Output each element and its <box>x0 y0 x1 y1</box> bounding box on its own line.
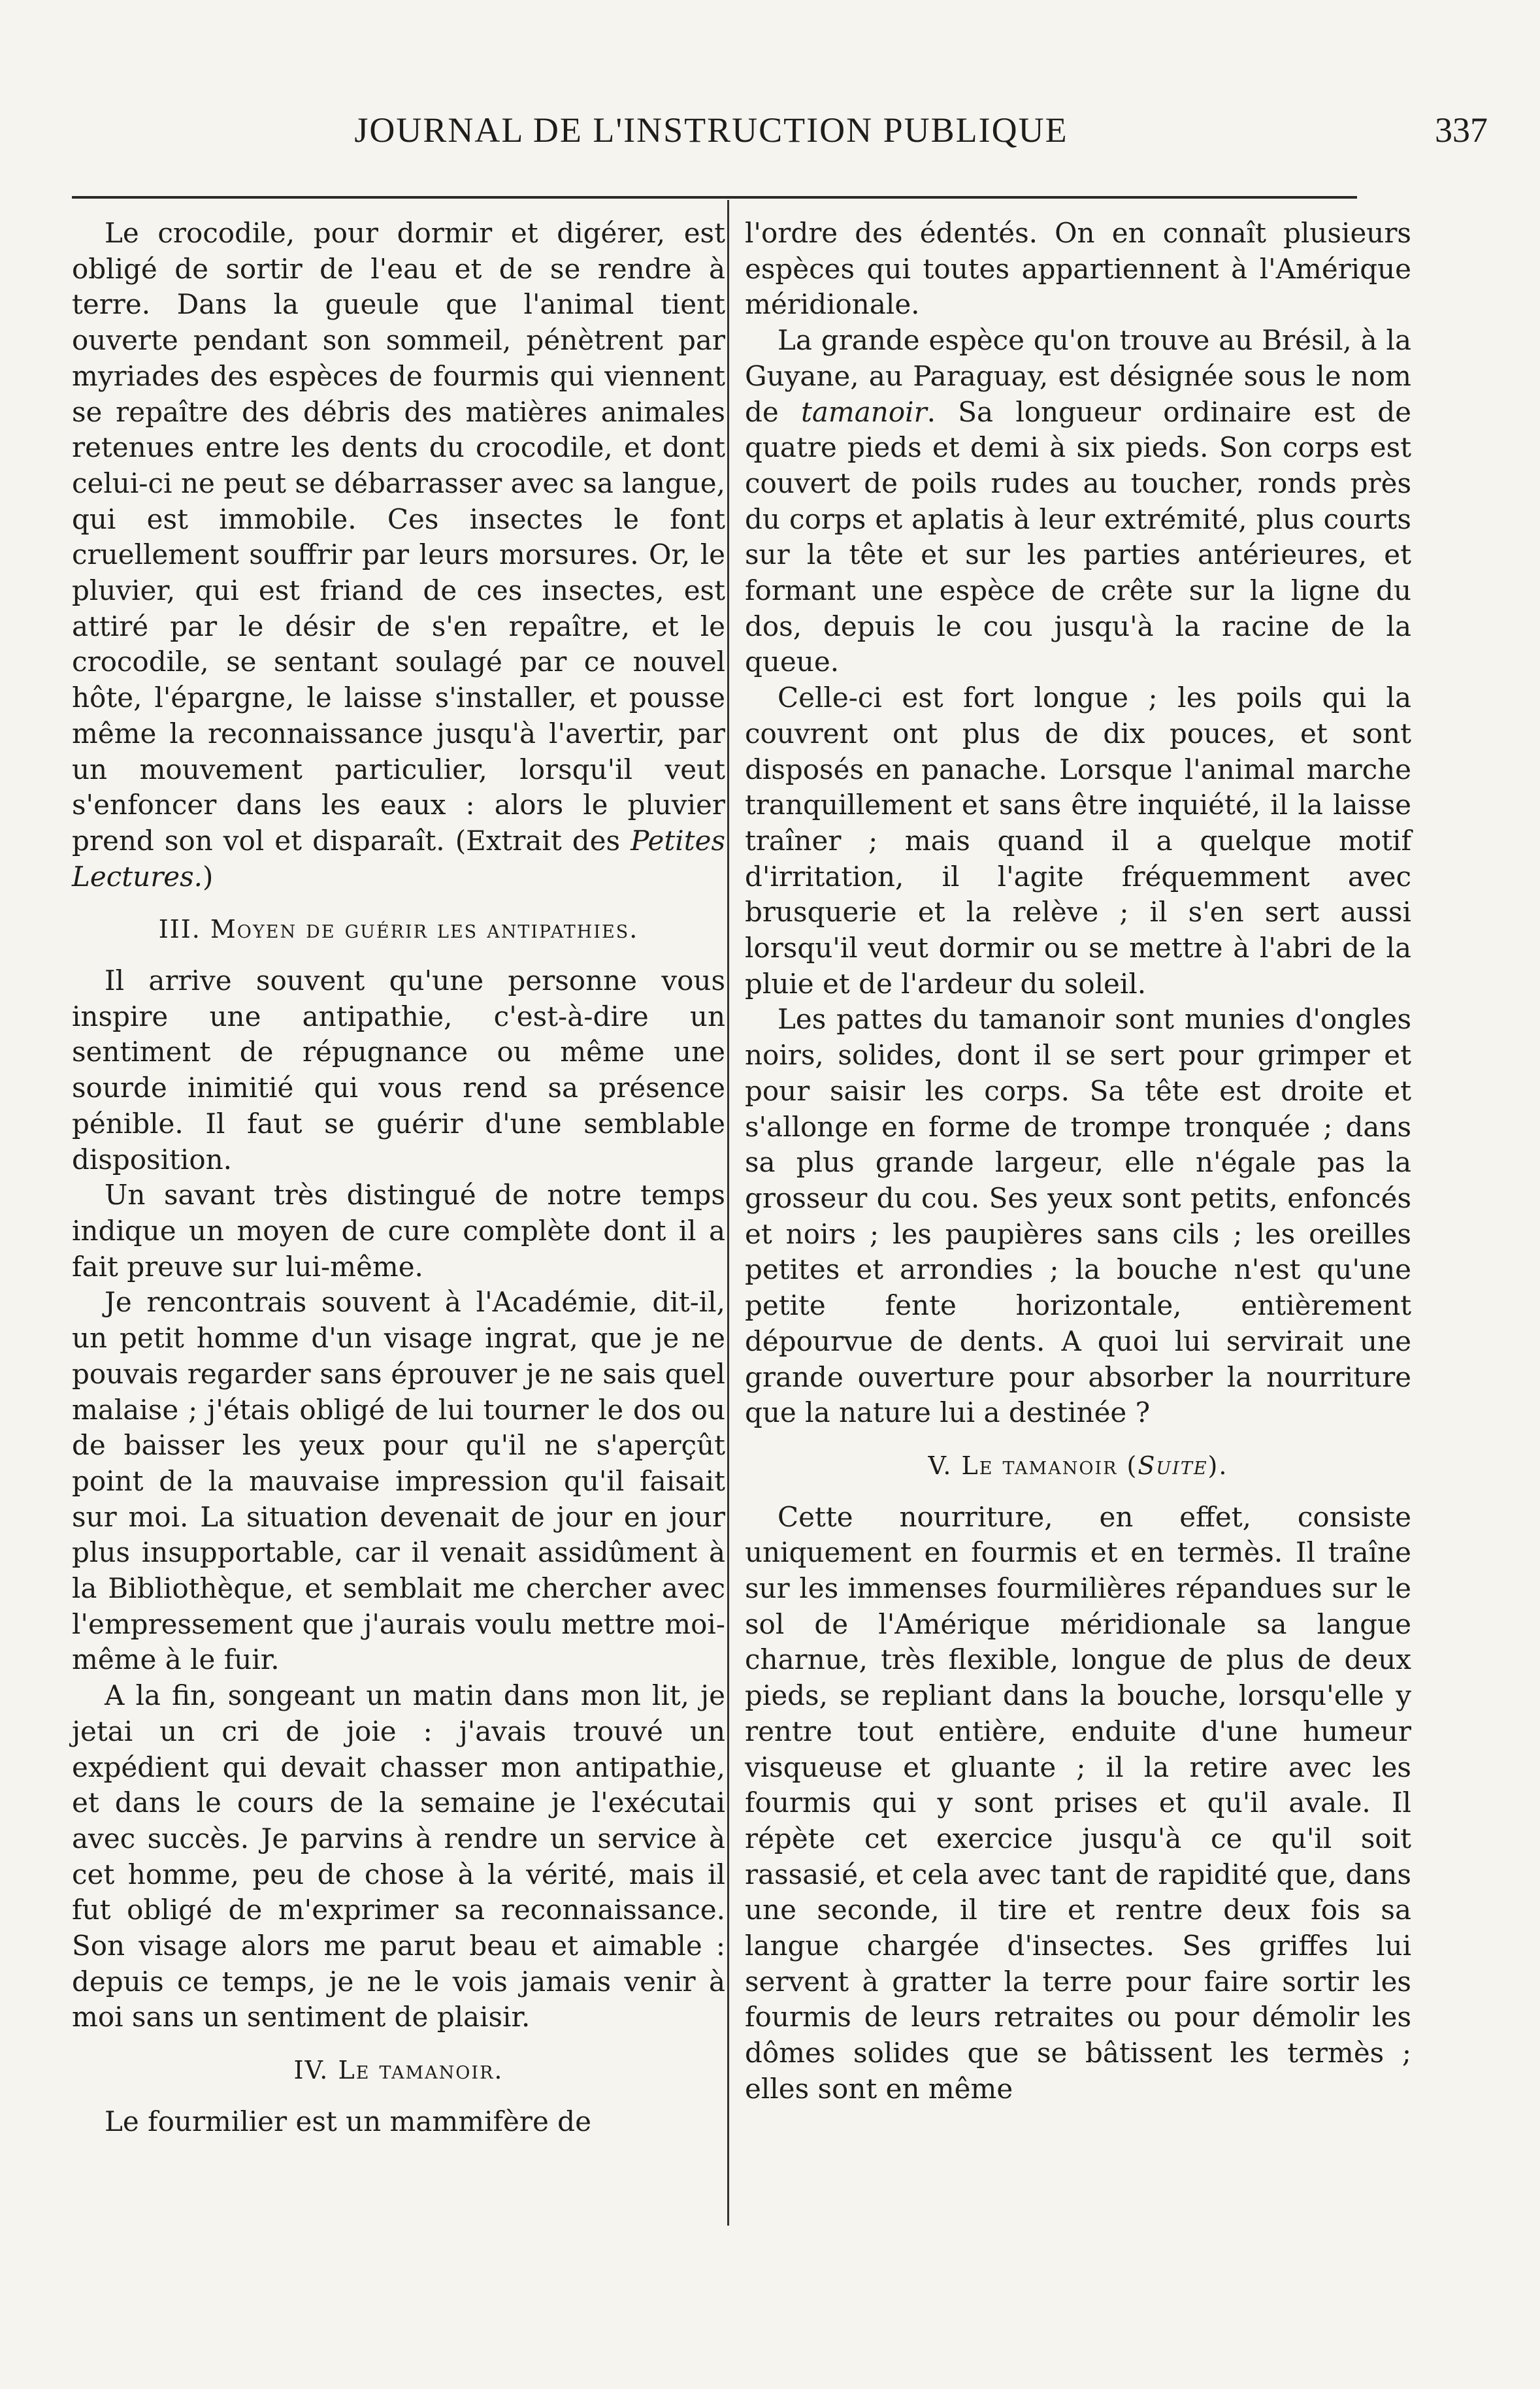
column-separator <box>727 200 729 2226</box>
left-column <box>72 216 725 2140</box>
page-number: 337 <box>1435 110 1488 150</box>
paragraph-pattes: Les pattes du tamanoir sont munies d'ongles noirs, solides, dont il se sert pour grimper et pour saisir les corps. Sa tête est droite et s'allonge en forme de trompe tronquée ; dans sa plus grande largeur, elle n'égale pas la grosseur du cou. Ses yeux sont petits, enfoncés et noirs ; les paupières sans cils ; les oreilles petites et arrondies ; la bouche n'est qu'une petite fente horizontale, entièrement dépourvue de dents. A quoi lui servirait une grande ouverture pour absorber la nourriture que la nature lui a destinée ? <box>745 1003 1411 1429</box>
section-heading-tamanoir: IV. Le tamanoir. <box>293 2056 504 2085</box>
term-tamanoir: tamanoir <box>801 395 927 428</box>
header-rule <box>72 196 1357 199</box>
paragraph-expedient: A la fin, songeant un matin dans mon lit, je jetai un cri de joie : j'avais trouvé un expédient qui devait chasser mon antipathie, et dans le cours de la semaine je l'exécutai avec succès. Je parvins à rendre un service à cet homme, peu de chose à la vérité, mais il fut obligé de m'exprimer sa reconnaissance. Son visage alors me parut beau et aimable : depuis ce temps, je ne le vois jamais venir à moi sans un sentiment de plaisir. <box>72 1679 725 2034</box>
right-column <box>745 216 1411 2107</box>
paragraph-nourriture: Cette nourriture, en effet, consiste uniquement en fourmis et en termès. Il traîne sur les immenses fourmilières répandues sur le sol de l'Amérique méridionale sa langue charnue, très flexible, longue de plus de deux pieds, se repliant dans la bouche, lorsqu'elle y rentre tout entière, enduite d'une humeur visqueuse et gluante ; il la retire avec les fourmis qui y sont prises et qu'il avale. Il répète cet exercice jusqu'à ce qu'il soit rassasié, et cela avec tant de rapidité que, dans une seconde, il tire et rentre deux fois sa langue chargée d'insectes. Ses griffes lui servent à gratter la terre pour faire sortir les fourmis de leurs retraites ou pour démolir les dômes solides que se bâtissent les termès ; elles sont en même <box>745 1500 1411 2105</box>
paragraph-antipathy-intro: Il arrive souvent qu'une personne vous inspire une antipathie, c'est-à-dire un sentiment de répugnance ou même une sourde inimitié qui vous rend sa présence pénible. Il faut se guérir d'une semblable disposition. <box>72 964 725 1176</box>
paragraph-crocodile: Le crocodile, pour dormir et digérer, est obligé de sortir de l'eau et de se rendre à terre. Dans la gueule que l'animal tient ouverte pendant son sommeil, pénètrent par myriades des espèces de fourmis qui viennent se repaître des débris des matières animales retenues entre les dents du crocodile, et dont celui-ci ne peut se débarrasser avec sa langue, qui est immobile. Ces insectes le font cruellement souffrir par leurs morsures. Or, le pluvier, qui est friand de ces insectes, est attiré par le désir de s'en repaître, et le crocodile, se sentant soulagé par ce nouvel hôte, l'épargne, le laisse s'installer, et pousse même la reconnaissance jusqu'à l'avertir, par un mouvement particulier, lorsqu'il veut s'enfoncer dans les eaux : alors le pluvier prend son vol et disparaît. (Extrait des Petites Lectures.) <box>72 217 725 893</box>
source-title: Petites Lectures. <box>72 824 725 893</box>
running-title: JOURNAL DE L'INSTRUCTION PUBLIQUE <box>354 110 1068 150</box>
paragraph-academie: Je rencontrais souvent à l'Académie, dit-il, un petit homme d'un visage ingrat, que je ne pouvais regarder sans éprouver je ne sais quel malaise ; j'étais obligé de lui tourner le dos ou de baisser les yeux pour qu'il ne s'aperçût point de la mauvaise impression qu'il faisait sur moi. La situation devenait de jour en jour plus insupportable, car il venait assidûment à la Bibliothèque, et semblait me chercher avec l'empressement que j'aurais voulu mettre moi-même à le fuir. <box>72 1286 725 1676</box>
section-heading-antipathies: III. Moyen de guérir les antipathies. <box>158 915 639 944</box>
paragraph-savant: Un savant très distingué de notre temps indique un moyen de cure complète dont il a fait preuve sur lui-même. <box>72 1179 725 1283</box>
paragraph-grande-espece: La grande espèce qu'on trouve au Brésil, à la Guyane, au Paraguay, est désignée sous le nom de tamanoir. Sa longueur ordinaire est de quatre pieds et demi à six pieds. Son corps est couvert de poils rudes au toucher, ronds près du corps et aplatis à leur extrémité, plus courts sur la tête et sur les parties antérieures, et formant une espèce de crête sur la ligne du dos, depuis le cou jusqu'à la racine de la queue. <box>745 324 1411 678</box>
page-header <box>72 110 1488 175</box>
paragraph-queue: Celle-ci est fort longue ; les poils qui la couvrent ont plus de dix pouces, et sont disposés en panache. Lorsque l'animal marche tranquillement et sans être inquiété, il la laisse traîner ; mais quand il a quelque motif d'irritation, il l'agite fréquemment avec brusquerie et la relève ; il s'en sert aussi lorsqu'il veut dormir ou se mettre à l'abri de la pluie et de l'ardeur du soleil. <box>745 682 1411 1000</box>
section-heading-tamanoir-suite: V. Le tamanoir (Suite). <box>928 1451 1228 1480</box>
paragraph-edentes: l'ordre des édentés. On en connaît plusieurs espèces qui toutes appartiennent à l'Amérique méridionale. <box>745 217 1411 321</box>
paragraph-fourmilier: Le fourmilier est un mammifère de <box>105 2105 591 2137</box>
